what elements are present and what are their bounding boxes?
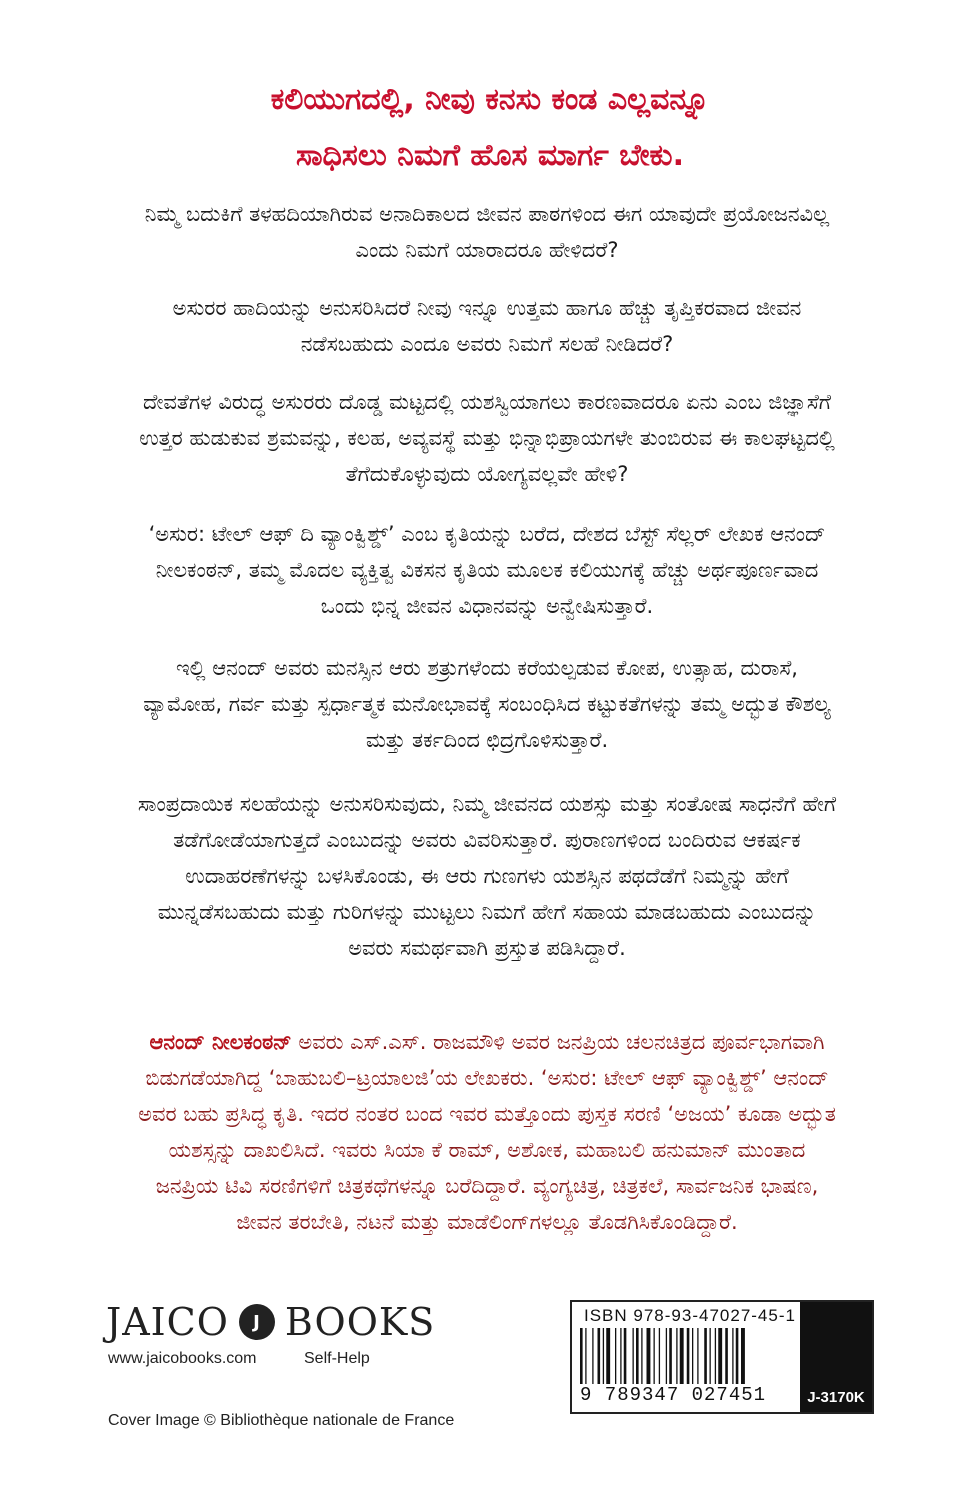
headline [120,72,860,184]
paragraph-line: ಸಾಂಪ್ರದಾಯಿಕ ಸಲಹೆಯನ್ನು ಅನುಸರಿಸುವುದು, ನಿಮ್ಮ ಜೀವನದ ಯಶಸ್ಸು ಮತ್ತು ಸಂತೋಷ ಸಾಧನೆಗೆ ಹೇಗೆ [137,792,837,816]
publisher-emblem-icon: J [239,1304,275,1340]
book-category: Self-Help [304,1350,370,1367]
bio-line: ಜೀವನ ತರಬೇತಿ, ನಟನೆ ಮತ್ತು ಮಾಡೆಲಿಂಗ್‌ಗಳಲ್ಲೂ ತೊಡಗಿಸಿಕೊಂಡಿದ್ದಾರೆ. [236,1210,738,1234]
paragraph-1 [92,196,882,268]
paragraph-line: ಅವರು ಸಮರ್ಥವಾಗಿ ಪ್ರಸ್ತುತ ಪಡಿಸಿದ್ದಾರೆ. [348,936,626,960]
paragraph-line: ಉತ್ತರ ಹುಡುಕುವ ಶ್ರಮವನ್ನು, ಕಲಹ, ಅವ್ಯವಸ್ಥೆ ಮತ್ತು ಭಿನ್ನಾಭಿಪ್ರಾಯಗಳೇ ತುಂಬಿರುವ ಈ ಕಾಲಘಟ್ಟದಲ್ಲಿ [139,426,835,450]
bio-line: ಯಶಸ್ಸನ್ನು ದಾಖಲಿಸಿದೆ. ಇವರು ಸಿಯಾ ಕೆ ರಾಮ್, ಅಶೋಕ, ಮಹಾಬಲಿ ಹನುಮಾನ್ ಮುಂತಾದ [168,1138,806,1162]
paragraph-line: ನೀಲಕಂಠನ್, ತಮ್ಮ ಮೊದಲ ವ್ಯಕ್ತಿತ್ವ ವಿಕಸನ ಕೃತಿಯ ಮೂಲಕ ಕಲಿಯುಗಕ್ಕೆ ಹೆಚ್ಚು ಅರ್ಥಪೂರ್ಣವಾದ [155,558,819,582]
paragraph-line: ಎಂದು ನಿಮಗೆ ಯಾರಾದರೂ ಹೇಳಿದರೆ? [355,238,619,262]
paragraph-line: ಇಲ್ಲಿ ಆನಂದ್ ಅವರು ಮನಸ್ಸಿನ ಆರು ಶತ್ರುಗಳೆಂದು ಕರೆಯಲ್ಪಡುವ ಕೋಪ, ಉತ್ಸಾಹ, ದುರಾಸೆ, [176,656,798,680]
paragraph-line: ಒಂದು ಭಿನ್ನ ಜೀವನ ವಿಧಾನವನ್ನು ಅನ್ವೇಷಿಸುತ್ತಾರೆ. [320,594,654,618]
paragraph-6 [92,786,882,966]
paragraph-line: ತೆಗೆದುಕೊಳ್ಳುವುದು ಯೋಗ್ಯವಲ್ಲವೇ ಹೇಳಿ? [345,462,629,486]
bio-line: ಅವರ ಬಹು ಪ್ರಸಿದ್ಧ ಕೃತಿ. ಇದರ ನಂತರ ಬಂದ ಇವರ ಮತ್ತೊಂದು ಪುಸ್ತಕ ಸರಣಿ ‘ಅಜಯ’ ಕೂಡಾ ಅದ್ಭುತ [138,1102,836,1126]
paragraph-line: ನಿಮ್ಮ ಬದುಕಿಗೆ ತಳಹದಿಯಾಗಿರುವ ಅನಾದಿಕಾಲದ ಜೀವನ ಪಾಠಗಳಿಂದ ಈಗ ಯಾವುದೇ ಪ್ರಯೋಜನವಿಲ್ಲ [144,202,830,226]
product-code: J-3170K [800,1302,872,1412]
headline-line-2: ಸಾಧಿಸಲು ನಿಮಗೆ ಹೊಸ ಮಾರ್ಗ ಬೇಕು. [296,138,684,173]
paragraph-4 [92,516,882,624]
author-name: ಆನಂದ್ ನೀಲಕಂಠನ್ [149,1030,292,1054]
paragraph-line: ಮುನ್ನಡೆಸಬಹುದು ಮತ್ತು ಗುರಿಗಳನ್ನು ಮುಟ್ಟಲು ನಿಮಗೆ ಹೇಗೆ ಸಹಾಯ ಮಾಡಬಹುದು ಎಂಬುದನ್ನು [157,900,817,924]
paragraph-line: ಉದಾಹರಣೆಗಳನ್ನು ಬಳಸಿಕೊಂಡು, ಈ ಆರು ಗುಣಗಳು ಯಶಸ್ಸಿನ ಪಥದೆಡೆಗೆ ನಿಮ್ಮನ್ನು ಹೇಗೆ [185,864,789,888]
cover-credit: Cover Image © Bibliothèque nationale de France [108,1412,455,1429]
paragraph-line: ದೇವತೆಗಳ ವಿರುದ್ಧ ಅಸುರರು ದೊಡ್ಡ ಮಟ್ಟದಲ್ಲಿ ಯಶಸ್ವಿಯಾಗಲು ಕಾರಣವಾದರೂ ಏನು ಎಂಬ ಜಿಜ್ಞಾಸೆಗೆ [142,390,832,414]
publisher-name-left: JAICO [106,1300,229,1344]
headline-line-1: ಕಲಿಯುಗದಲ್ಲಿ, ನೀವು ಕನಸು ಕಂಡ ಎಲ್ಲವನ್ನೂ [270,82,710,117]
isbn-label: ISBN 978-93-47027-45-1 [584,1306,796,1325]
bio-line: ಜನಪ್ರಿಯ ಟಿವಿ ಸರಣಿಗಳಿಗೆ ಚಿತ್ರಕಥೆಗಳನ್ನೂ ಬರೆದಿದ್ದಾರೆ. ವ್ಯಂಗ್ಯಚಿತ್ರ, ಚಿತ್ರಕಲೆ, ಸಾರ್ವಜನಿಕ ಭಾಷಣ, [155,1174,819,1198]
paragraph-2 [92,290,882,362]
publisher-name-right: BOOKS [284,1300,436,1344]
barcode-icon [580,1328,790,1384]
bio-line: ಬಿಡುಗಡೆಯಾಗಿದ್ದ ‘ಬಾಹುಬಲಿ–ಟ್ರಯಾಲಜಿ’ಯ ಲೇಖಕರು. ‘ಅಸುರ: ಟೇಲ್ ಆಫ್ ವ್ಯಾಂಕ್ವಿಶ್ಡ್’ ಆನಂದ್ [145,1066,829,1090]
publisher-logo [106,1300,435,1344]
paragraph-line: ತಡೆಗೋಡೆಯಾಗುತ್ತದೆ ಎಂಬುದನ್ನು ಅವರು ವಿವರಿಸುತ್ತಾರೆ. ಪುರಾಣಗಳಿಂದ ಬಂದಿರುವ ಆಕರ್ಷಕ [173,828,801,852]
bio-line [92,1024,882,1060]
paragraph-line: ನಡೆಸಬಹುದು ಎಂದೂ ಅವರು ನಿಮಗೆ ಸಲಹೆ ನೀಡಿದರೆ? [300,332,674,356]
paragraph-line: ಮತ್ತು ತರ್ಕದಿಂದ ಛಿದ್ರಗೊಳಿಸುತ್ತಾರೆ. [365,728,609,752]
paragraph-line: ಅಸುರರ ಹಾದಿಯನ್ನು ಅನುಸರಿಸಿದರೆ ನೀವು ಇನ್ನೂ ಉತ್ತಮ ಹಾಗೂ ಹೆಚ್ಚು ತೃಪ್ತಿಕರವಾದ ಜೀವನ [172,296,802,320]
paragraph-line: ‘ಅಸುರ: ಟೇಲ್ ಆಫ್ ದಿ ವ್ಯಾಂಕ್ವಿಶ್ಡ್’ ಎಂಬ ಕೃತಿಯನ್ನು ಬರೆದ, ದೇಶದ ಬೆಸ್ಟ್ ಸೆಲ್ಲರ್ ಲೇಖಕ ಆನಂದ್ [148,522,826,546]
barcode-digits: 9 789347 027451 [580,1384,767,1406]
author-bio [92,1024,882,1240]
paragraph-line: ವ್ಯಾಮೋಹ, ಗರ್ವ ಮತ್ತು ಸ್ಪರ್ಧಾತ್ಮಕ ಮನೋಭಾವಕ್ಕೆ ಸಂಬಂಧಿಸಿದ ಕಟ್ಟುಕತೆಗಳನ್ನು ತಮ್ಮ ಅದ್ಭುತ ಕೌಶಲ್ಯ [143,692,831,716]
paragraph-5 [92,650,882,758]
paragraph-3 [92,384,882,492]
publisher-website: www.jaicobooks.com [108,1350,257,1367]
bio-line-rest: ಅವರು ಎಸ್.ಎಸ್. ರಾಜಮೌಳಿ ಅವರ ಜನಪ್ರಿಯ ಚಲನಚಿತ್ರದ ಪೂರ್ವಭಾಗವಾಗಿ [291,1030,825,1054]
barcode-panel [570,1300,874,1414]
